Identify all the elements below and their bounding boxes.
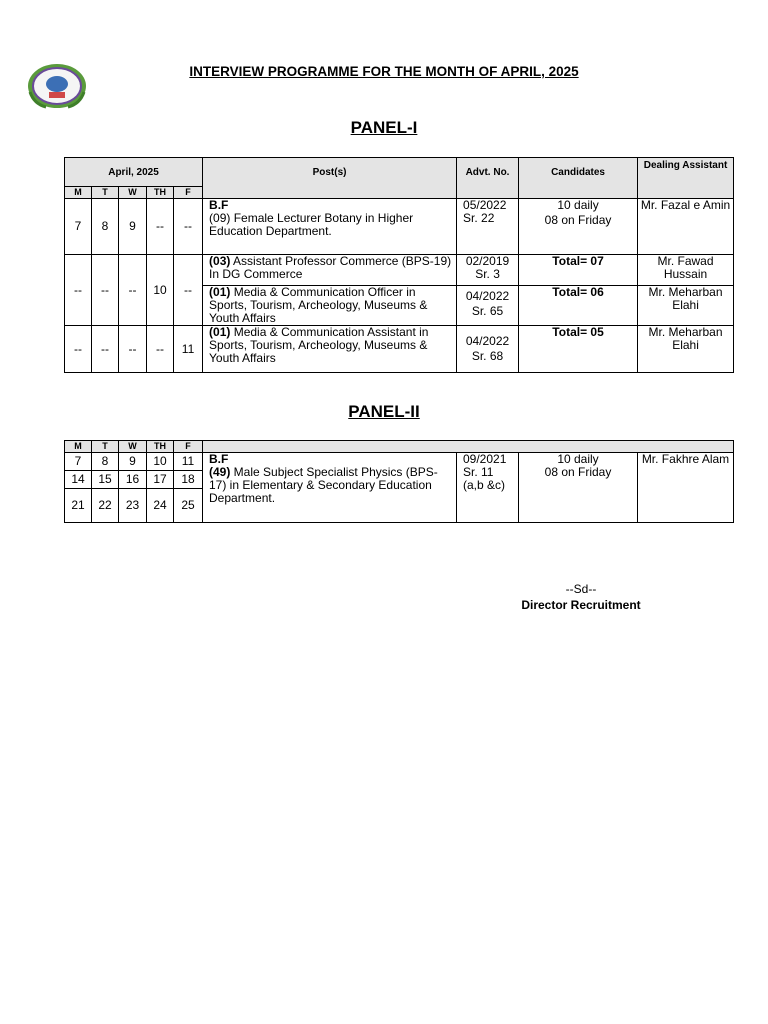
advt-number: 02/2019 — [465, 254, 510, 268]
candidates-friday: 08 on Friday — [544, 465, 612, 479]
panel2-heading: PANEL-II — [348, 402, 420, 421]
date-cell: -- — [119, 326, 147, 373]
advt-number: 04/2022 — [465, 289, 510, 303]
advt-serial: Sr. 65 — [471, 304, 504, 318]
advt-serial: Sr. 68 — [471, 349, 504, 363]
date-cell: 22 — [92, 489, 119, 523]
post-text: Male Subject Specialist Physics (BPS-17) in Elementary & Secondary Education Department. — [209, 465, 438, 505]
table-row — [65, 199, 734, 255]
day-header: F — [174, 187, 203, 199]
date-cell: 18 — [174, 471, 203, 489]
panel2-table — [64, 440, 734, 523]
advt-number: 04/2022 — [465, 334, 510, 348]
page-title: INTERVIEW PROGRAMME FOR THE MONTH OF APRIL, 2025 — [189, 64, 579, 79]
day-header: W — [119, 441, 147, 453]
bf-label: B.F — [209, 452, 229, 466]
advt-header: Advt. No. — [457, 158, 519, 199]
post-text: Media & Communication Assistant in Sports, Tourism, Archeology, Museums & Youth Affairs — [209, 325, 429, 365]
date-cell: 9 — [119, 199, 147, 255]
post-count: (49) — [209, 465, 231, 479]
date-cell: -- — [92, 255, 119, 326]
dealing-cell: Mr. Fakhre Alam — [638, 453, 734, 523]
day-header: W — [119, 187, 147, 199]
advt-cell — [457, 255, 519, 286]
post-text: (09) Female Lecturer Botany in Higher Education Department. — [209, 211, 414, 238]
date-cell: -- — [119, 255, 147, 326]
date-cell: -- — [174, 199, 203, 255]
date-cell: 10 — [147, 453, 174, 471]
advt-serial: Sr. 11 — [463, 465, 494, 479]
date-cell: 17 — [147, 471, 174, 489]
date-cell: 14 — [65, 471, 92, 489]
date-cell: 11 — [174, 326, 203, 373]
date-cell: 16 — [119, 471, 147, 489]
bf-label: B.F — [209, 198, 229, 212]
candidates-cell — [519, 453, 638, 523]
date-cell: 7 — [65, 199, 92, 255]
date-cell: 8 — [92, 453, 119, 471]
post-cell — [203, 199, 457, 255]
date-cell: 23 — [119, 489, 147, 523]
day-header: TH — [147, 441, 174, 453]
date-cell: 21 — [65, 489, 92, 523]
advt-cell — [457, 199, 519, 255]
posts-header: Post(s) — [203, 158, 457, 199]
advt-parts: (a,b &c) — [463, 478, 506, 492]
date-cell: 9 — [119, 453, 147, 471]
date-cell: -- — [147, 326, 174, 373]
panel1-table — [64, 157, 734, 373]
dealing-cell: Mr. Fazal e Amin — [638, 199, 734, 255]
post-cell — [203, 453, 457, 523]
table-row — [65, 453, 734, 471]
table-row — [65, 326, 734, 373]
date-cell: -- — [147, 199, 174, 255]
post-text: Media & Communication Officer in Sports, Tourism, Archeology, Museums & Youth Affairs — [209, 285, 428, 325]
candidates-daily: 10 daily — [557, 198, 599, 212]
signature-block — [520, 582, 642, 612]
date-cell: 15 — [92, 471, 119, 489]
post-count: (03) — [209, 254, 231, 268]
advt-serial: Sr. 3 — [475, 267, 500, 281]
post-count: (01) — [209, 325, 231, 339]
date-cell: 11 — [174, 453, 203, 471]
date-cell: 25 — [174, 489, 203, 523]
advt-serial: Sr. 22 — [463, 211, 495, 225]
panel1-heading: PANEL-I — [350, 118, 418, 137]
dealing-header: Dealing Assistant — [638, 158, 734, 199]
day-header: TH — [147, 187, 174, 199]
date-cell: -- — [65, 255, 92, 326]
candidates-header: Candidates — [519, 158, 638, 199]
candidates-daily: 10 daily — [557, 452, 599, 466]
date-cell: 7 — [65, 453, 92, 471]
advt-number: 09/2021 — [463, 452, 507, 466]
post-count: (01) — [209, 285, 231, 299]
candidates-friday: 08 on Friday — [544, 213, 612, 227]
date-cell: -- — [174, 255, 203, 326]
month-header: April, 2025 — [65, 158, 203, 187]
header-spacer — [203, 441, 734, 453]
dealing-cell: Mr. Fawad Hussain — [638, 255, 734, 286]
post-cell — [203, 255, 457, 286]
day-header: M — [65, 441, 92, 453]
post-cell — [203, 326, 457, 373]
advt-number: 05/2022 — [463, 198, 507, 212]
date-cell: 10 — [147, 255, 174, 326]
signature-sd: --Sd-- — [565, 582, 597, 596]
post-cell — [203, 286, 457, 326]
date-cell: -- — [65, 326, 92, 373]
dealing-cell: Mr. Meharban Elahi — [638, 326, 734, 373]
day-header: F — [174, 441, 203, 453]
day-header: M — [65, 187, 92, 199]
candidates-cell: Total= 06 — [519, 286, 638, 326]
advt-cell — [457, 453, 519, 523]
signature-designation: Director Recruitment — [521, 598, 641, 612]
date-cell: 24 — [147, 489, 174, 523]
date-cell: -- — [92, 326, 119, 373]
post-text: Assistant Professor Commerce (BPS-19) In DG Commerce — [209, 254, 452, 281]
advt-cell — [457, 286, 519, 326]
day-header: T — [92, 441, 119, 453]
date-cell: 8 — [92, 199, 119, 255]
dealing-cell: Mr. Meharban Elahi — [638, 286, 734, 326]
candidates-cell: Total= 05 — [519, 326, 638, 373]
candidates-cell: Total= 07 — [519, 255, 638, 286]
day-header: T — [92, 187, 119, 199]
advt-cell — [457, 326, 519, 373]
candidates-cell — [519, 199, 638, 255]
table-row — [65, 255, 734, 286]
